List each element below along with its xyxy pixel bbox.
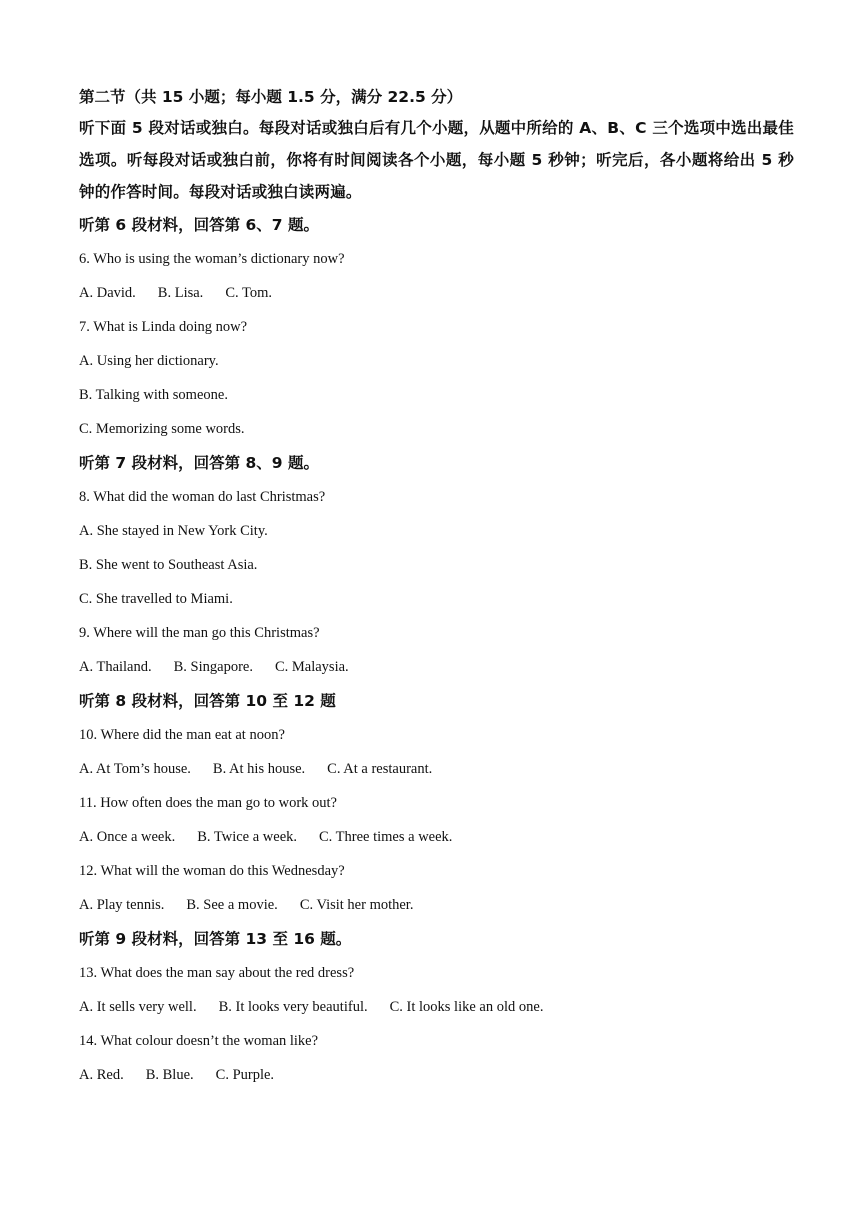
question-stem: 10. Where did the man eat at noon? — [79, 727, 285, 743]
group-heading: 听第 7 段材料，回答第 8、9 题。 — [79, 454, 319, 472]
option-row — [79, 1058, 794, 1092]
option-b: B. Talking with someone. — [79, 387, 228, 403]
option-b: B. Twice a week. — [197, 829, 297, 845]
option-b: B. At his house. — [212, 761, 306, 777]
option-b: B. Lisa. — [157, 285, 204, 301]
option-b: B. Singapore. — [173, 659, 253, 675]
option-a: A. At Tom’s house. — [79, 761, 191, 777]
option-row — [79, 276, 794, 310]
option-c: C. Three times a week. — [319, 829, 453, 845]
option-a: A. Play tennis. — [79, 897, 165, 913]
question-stem: 6. Who is using the woman’s dictionary now? — [79, 251, 345, 267]
group-heading: 听第 9 段材料，回答第 13 至 16 题。 — [79, 930, 352, 948]
option-a: A. It sells very well. — [79, 999, 197, 1015]
option-row — [79, 752, 794, 786]
option-c: C. At a restaurant. — [327, 761, 433, 777]
option-b: B. See a movie. — [186, 897, 278, 913]
question-stem: 12. What will the woman do this Wednesday? — [79, 863, 345, 879]
option-c: C. Malaysia. — [274, 659, 349, 675]
option-b: B. She went to Southeast Asia. — [79, 557, 258, 573]
question-stem: 11. How often does the man go to work out? — [79, 795, 337, 811]
option-b: B. Blue. — [145, 1067, 194, 1083]
option-c: C. Visit her mother. — [299, 897, 414, 913]
question-stem: 13. What does the man say about the red dress? — [79, 965, 355, 981]
option-c: C. She travelled to Miami. — [79, 591, 233, 607]
option-a: A. David. — [79, 285, 136, 301]
option-a: A. She stayed in New York City. — [79, 523, 268, 539]
option-row — [79, 888, 794, 922]
option-a: A. Red. — [79, 1067, 124, 1083]
option-b: B. It looks very beautiful. — [218, 999, 368, 1015]
group-heading: 听第 6 段材料，回答第 6、7 题。 — [79, 216, 319, 234]
question-stem: 9. Where will the man go this Christmas? — [79, 625, 320, 641]
section-instructions: 听下面 5 段对话或独白。每段对话或独白后有几个小题，从题中所给的 A、B、C 三个选项中选出最佳选项。听每段对话或独白前，你将有时间阅读各个小题，每小题 5 秒钟；听完后，各小题将给出 5 秒钟的作答时间。每段对话或独白读两遍。 — [79, 119, 794, 201]
group-heading: 听第 8 段材料，回答第 10 至 12 题 — [79, 692, 336, 710]
section-title: 第二节（共 15 小题；每小题 1.5 分，满分 22.5 分） — [79, 88, 463, 106]
exam-page — [79, 86, 794, 1092]
option-c: C. Tom. — [225, 285, 272, 301]
option-a: A. Thailand. — [79, 659, 152, 675]
question-stem: 7. What is Linda doing now? — [79, 319, 248, 335]
option-row — [79, 650, 794, 684]
option-c: C. It looks like an old one. — [389, 999, 544, 1015]
option-c: C. Purple. — [215, 1067, 275, 1083]
option-c: C. Memorizing some words. — [79, 421, 245, 437]
option-row — [79, 990, 794, 1024]
question-stem: 14. What colour doesn’t the woman like? — [79, 1033, 319, 1049]
option-a: A. Once a week. — [79, 829, 176, 845]
option-row — [79, 820, 794, 854]
option-a: A. Using her dictionary. — [79, 353, 219, 369]
question-stem: 8. What did the woman do last Christmas? — [79, 489, 326, 505]
